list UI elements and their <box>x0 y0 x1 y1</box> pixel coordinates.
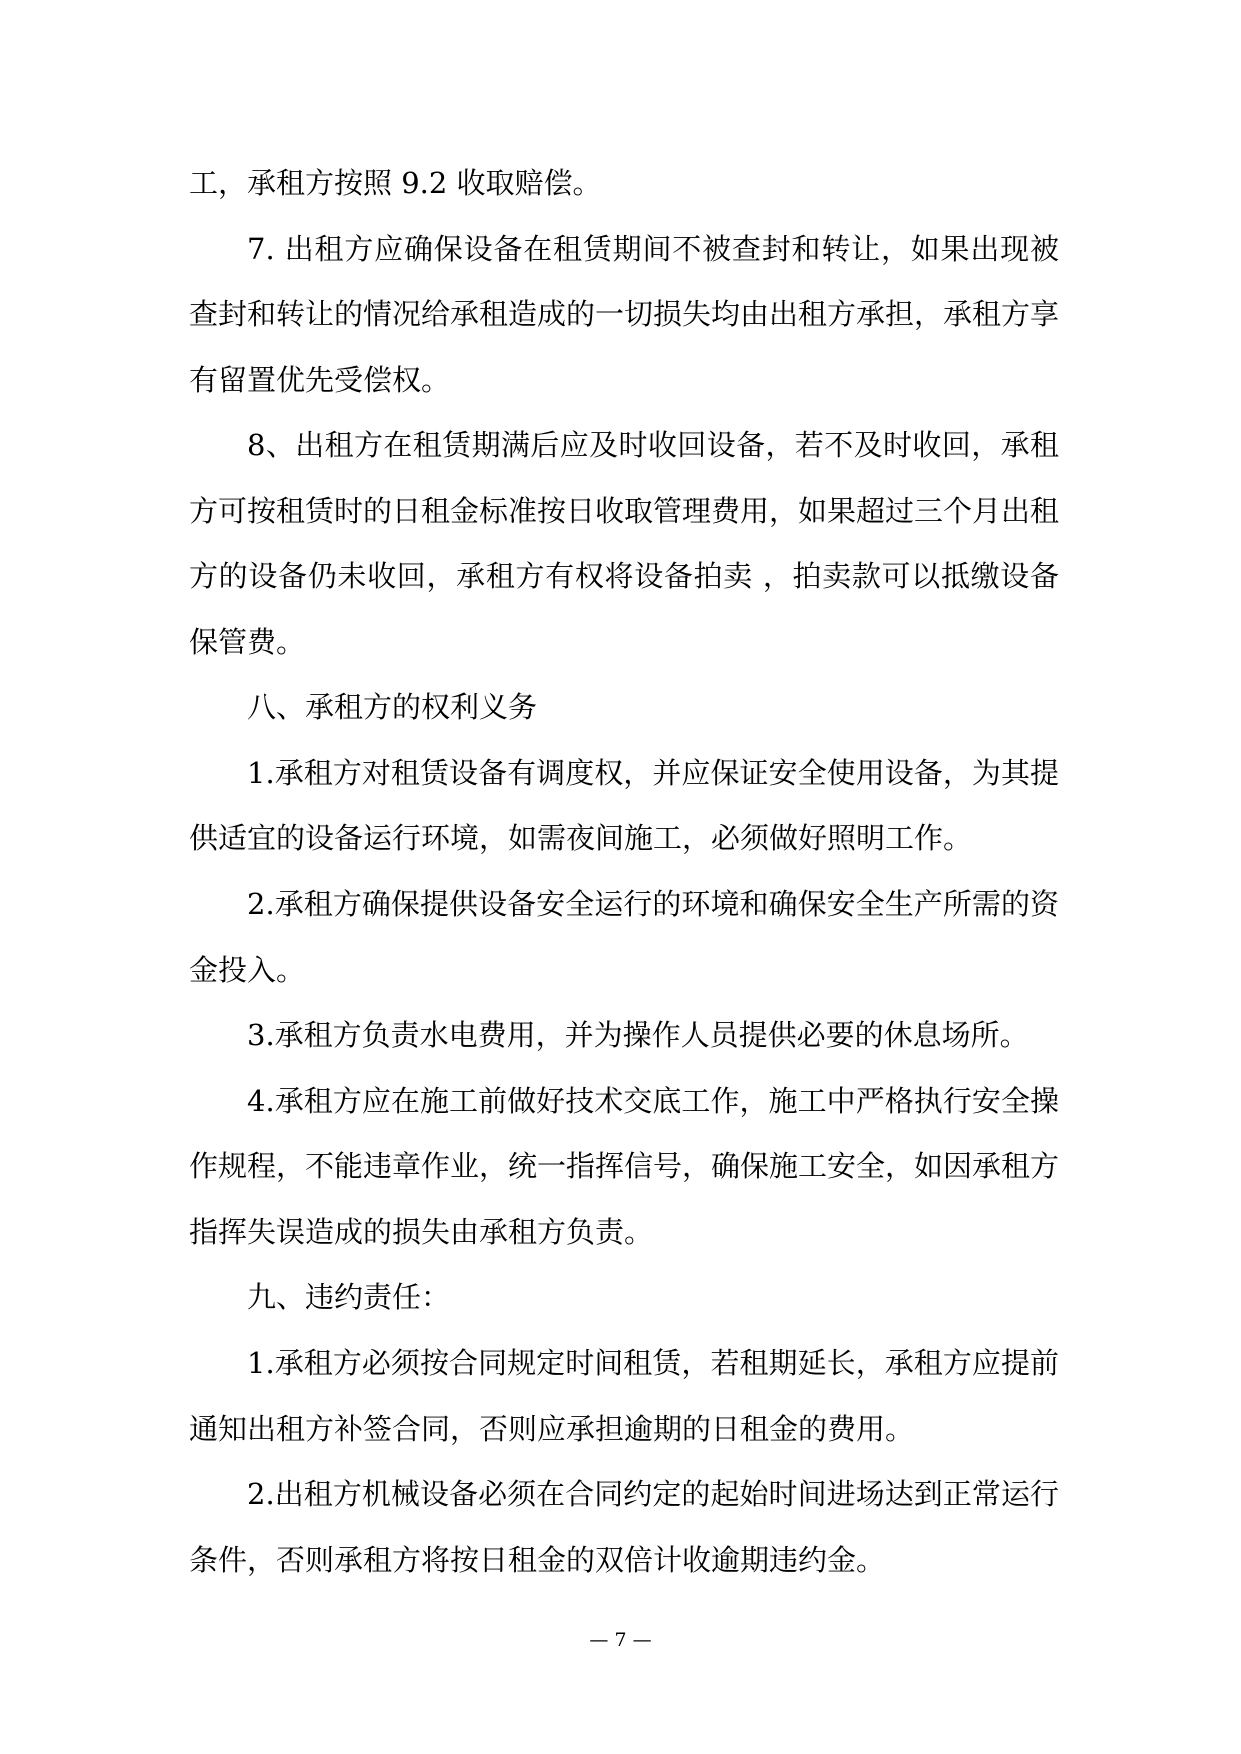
text-line: 供适宜的设备运行环境，如需夜间施工，必须做好照明工作。 <box>189 821 973 855</box>
text-line: 1.承租方对租赁设备有调度权，并应保证安全使用设备，为其提 <box>247 756 1059 790</box>
text-line: 4.承租方应在施工前做好技术交底工作，施工中严格执行安全操 <box>247 1084 1059 1118</box>
text-line: 指挥失误造成的损失由承租方负责。 <box>189 1215 654 1249</box>
text-line: 有留置优先受偿权。 <box>189 363 451 397</box>
text-line: 2.承租方确保提供设备安全运行的环境和确保安全生产所需的资 <box>247 887 1059 921</box>
section-heading: 九、违约责任： <box>247 1280 451 1314</box>
section-heading: 八、承租方的权利义务 <box>247 690 538 724</box>
text-line: 工，承租方按照 9.2 收取赔偿。 <box>189 166 602 200</box>
text-line: 2.出租方机械设备必须在合同约定的起始时间进场达到正常运行 <box>247 1477 1059 1511</box>
text-line: 8、出租方在租赁期满后应及时收回设备，若不及时收回，承租 <box>247 428 1059 462</box>
text-line: 查封和转让的情况给承租造成的一切损失均由出租方承担，承租方享 <box>189 297 1059 331</box>
text-line: 方的设备仍未收回，承租方有权将设备拍卖 ，拍卖款可以抵缴设备 <box>189 559 1059 593</box>
text-line: 3.承租方负责水电费用，并为操作人员提供必要的休息场所。 <box>247 1018 1029 1052</box>
text-line: 作规程，不能违章作业，统一指挥信号，确保施工安全，如因承租方 <box>189 1149 1059 1183</box>
text-line: 方可按租赁时的日租金标准按日收取管理费用，如果超过三个月出租 <box>189 494 1059 528</box>
text-line: 1.承租方必须按合同规定时间租赁，若租期延长，承租方应提前 <box>247 1346 1059 1380</box>
page-number: — 7 — <box>589 1629 652 1651</box>
text-line: 金投入。 <box>189 953 306 987</box>
text-line: 条件，否则承租方将按日租金的双倍计收逾期违约金。 <box>189 1543 886 1577</box>
text-line: 保管费。 <box>189 625 306 659</box>
text-line: 7. 出租方应确保设备在租赁期间不被查封和转让，如果出现被 <box>247 232 1059 266</box>
text-line: 通知出租方补签合同，否则应承担逾期的日租金的费用。 <box>189 1412 915 1446</box>
